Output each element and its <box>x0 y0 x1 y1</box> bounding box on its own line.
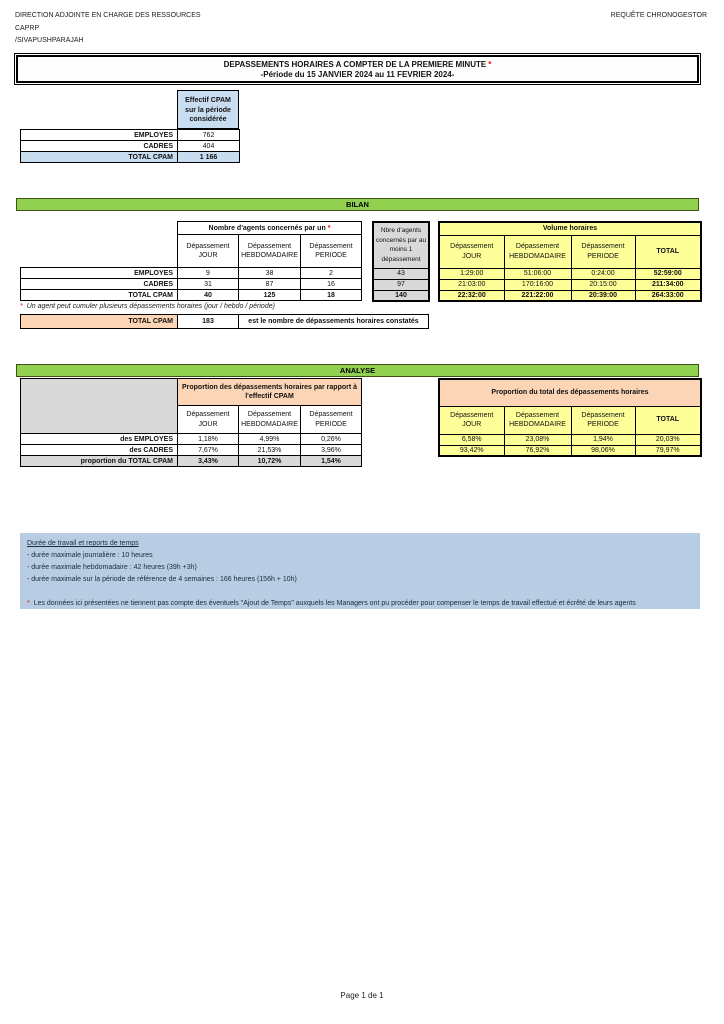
table-row <box>21 456 362 467</box>
disclaimer-asterisk: * <box>27 600 30 607</box>
column-header: Nbre d'agents concernés par au moins 1 dépassement <box>373 222 429 268</box>
table-row <box>439 434 701 445</box>
notes-line: - durée maximale journalière : 10 heures <box>27 552 153 559</box>
table-cell: 2 <box>301 268 362 279</box>
table-row <box>439 279 701 290</box>
column-header: Dépassement PERIODE <box>571 235 635 268</box>
total-depassements-row <box>20 314 429 329</box>
table-cell: 762 <box>178 130 240 141</box>
column-header: Dépassement HEBDOMADAIRE <box>239 406 301 434</box>
table-row <box>439 268 701 279</box>
row-label: proportion du TOTAL CPAM <box>21 456 178 467</box>
table-cell: 10,72% <box>239 456 301 467</box>
table-cell: 23,08% <box>504 434 571 445</box>
table-cell: 16 <box>301 279 362 290</box>
header-asterisk: * <box>327 224 331 232</box>
table-cell: 3,43% <box>178 456 239 467</box>
table-row <box>439 235 701 268</box>
row-label: CADRES <box>21 279 178 290</box>
title-asterisk: * <box>488 60 492 69</box>
agents-min-one-box <box>372 221 430 302</box>
row-label: EMPLOYES <box>21 130 178 141</box>
column-header: Dépassement HEBDOMADAIRE <box>504 235 571 268</box>
table-cell: 93,42% <box>439 445 504 456</box>
table-cell: 97 <box>373 279 429 290</box>
column-header: Dépassement PERIODE <box>301 235 362 268</box>
bilan-footnote: * Un agent peut cumuler plusieurs dépassements horaires (jour / hebdo / période) <box>20 303 275 310</box>
row-label: des CADRES <box>21 445 178 456</box>
table-cell: 22:32:00 <box>439 290 504 301</box>
table-row <box>439 406 701 434</box>
table-row <box>21 222 362 235</box>
span-header: Proportion du total des dépassements horaires <box>439 379 701 406</box>
row-label: TOTAL CPAM <box>21 315 178 329</box>
table-row <box>439 445 701 456</box>
table-row <box>21 141 240 152</box>
table-row <box>373 222 429 268</box>
column-header: TOTAL <box>635 235 701 268</box>
footnote-asterisk: * <box>20 303 23 310</box>
column-header: Dépassement PERIODE <box>301 406 362 434</box>
table-cell: 125 <box>239 290 301 301</box>
table-row <box>21 268 362 279</box>
table-row <box>21 290 362 301</box>
table-cell: 211:34:00 <box>635 279 701 290</box>
table-cell: 21:03:00 <box>439 279 504 290</box>
table-row <box>21 315 429 329</box>
span-header: Proportion des dépassements horaires par rapport à l'effectif CPAM <box>178 379 362 406</box>
table-cell: 404 <box>178 141 240 152</box>
volume-horaires-table <box>438 221 702 302</box>
table-cell: 1,54% <box>301 456 362 467</box>
table-cell: 1,94% <box>571 434 635 445</box>
table-cell: 264:33:00 <box>635 290 701 301</box>
column-header: Dépassement JOUR <box>178 406 239 434</box>
column-header: Dépassement JOUR <box>439 235 504 268</box>
table-cell: 31 <box>178 279 239 290</box>
column-header: Dépassement HEBDOMADAIRE <box>239 235 301 268</box>
analyse-proportion-total-table <box>438 378 702 457</box>
table-cell: 40 <box>178 290 239 301</box>
table-cell: 6,58% <box>439 434 504 445</box>
column-header: Dépassement PERIODE <box>571 406 635 434</box>
row-label: des EMPLOYES <box>21 434 178 445</box>
report-period: -Période du 15 JANVIER 2024 au 11 FEVRIER 2024- <box>260 70 455 79</box>
table-cell: 0,26% <box>301 434 362 445</box>
table-row <box>439 222 701 235</box>
table-cell: 20,03% <box>635 434 701 445</box>
header-line-author: /SIVAPUSHPARAJAH <box>15 37 84 44</box>
bilan-agents-table <box>20 221 362 301</box>
table-cell: 140 <box>373 290 429 301</box>
table-row <box>373 268 429 279</box>
table-cell: 76,92% <box>504 445 571 456</box>
notes-disclaimer: * Les données ici présentées ne tiennent pas compte des éventuels "Ajout de Temps" auxquels les Managers ont pu procéder pour compenser le temps de travail effectué et écrêté de leurs agents <box>27 600 636 607</box>
analyse-section-bar: ANALYSE <box>16 364 699 377</box>
table-cell: 183 <box>178 315 239 329</box>
table-cell: 18 <box>301 290 362 301</box>
table-cell: 1,18% <box>178 434 239 445</box>
table-row <box>21 152 240 163</box>
table-cell: 1 166 <box>178 152 240 163</box>
table-cell: 38 <box>239 268 301 279</box>
table-row <box>373 290 429 301</box>
effectif-header-cell: Effectif CPAM sur la période considérée <box>177 90 239 129</box>
bilan-section-bar: BILAN <box>16 198 699 211</box>
table-cell: 170:16:00 <box>504 279 571 290</box>
span-header: Nombre d'agents concernés par un * <box>178 222 362 235</box>
table-cell: 221:22:00 <box>504 290 571 301</box>
table-row <box>21 130 240 141</box>
table-cell: 20:15:00 <box>571 279 635 290</box>
column-header: Dépassement JOUR <box>178 235 239 268</box>
table-row <box>373 279 429 290</box>
notes-line: - durée maximale sur la période de référence de 4 semaines : 166 heures (156h + 10h) <box>27 576 297 583</box>
row-label: CADRES <box>21 141 178 152</box>
table-row <box>439 290 701 301</box>
work-duration-notes-box <box>20 533 700 609</box>
table-cell: 87 <box>239 279 301 290</box>
table-row <box>21 379 362 406</box>
table-row <box>21 445 362 456</box>
table-cell: 4,99% <box>239 434 301 445</box>
column-header: Dépassement HEBDOMADAIRE <box>504 406 571 434</box>
row-label: TOTAL CPAM <box>21 290 178 301</box>
effectif-table <box>20 129 240 163</box>
analyse-proportion-effectif-table <box>20 378 362 467</box>
table-cell: 3,96% <box>301 445 362 456</box>
table-cell: 20:39:00 <box>571 290 635 301</box>
notes-line: - durée maximale hebdomadaire : 42 heures (39h +3h) <box>27 564 197 571</box>
row-label: EMPLOYES <box>21 268 178 279</box>
report-title: DEPASSEMENTS HORAIRES A COMPTER DE LA PREMIERE MINUTE * <box>223 60 492 69</box>
table-cell: 9 <box>178 268 239 279</box>
header-line-direction: DIRECTION ADJOINTE EN CHARGE DES RESSOURCES <box>15 12 201 19</box>
table-row <box>21 235 362 268</box>
table-cell: 0:24:00 <box>571 268 635 279</box>
table-cell: 43 <box>373 268 429 279</box>
column-header: TOTAL <box>635 406 701 434</box>
corner-cell <box>21 379 178 434</box>
table-row <box>21 434 362 445</box>
column-header: Dépassement JOUR <box>439 406 504 434</box>
table-cell: 1:29:00 <box>439 268 504 279</box>
report-title-box <box>16 55 699 83</box>
document-header-right: REQUÊTE CHRONOGESTOR <box>610 12 707 19</box>
page-number: Page 1 de 1 <box>340 991 384 1000</box>
table-cell: 52:59:00 <box>635 268 701 279</box>
table-cell: 7,67% <box>178 445 239 456</box>
table-cell: 51:06:00 <box>504 268 571 279</box>
table-row <box>439 379 701 406</box>
table-cell: 79,97% <box>635 445 701 456</box>
table-cell: 98,06% <box>571 445 635 456</box>
row-label: TOTAL CPAM <box>21 152 178 163</box>
table-cell: est le nombre de dépassements horaires constatés <box>239 315 429 329</box>
table-row <box>21 279 362 290</box>
span-header: Volume horaires <box>439 222 701 235</box>
header-line-caprp: CAPRP <box>15 24 40 32</box>
table-cell: 21,53% <box>239 445 301 456</box>
document-header-left <box>15 10 201 48</box>
notes-heading: Durée de travail et reports de temps <box>27 540 139 547</box>
